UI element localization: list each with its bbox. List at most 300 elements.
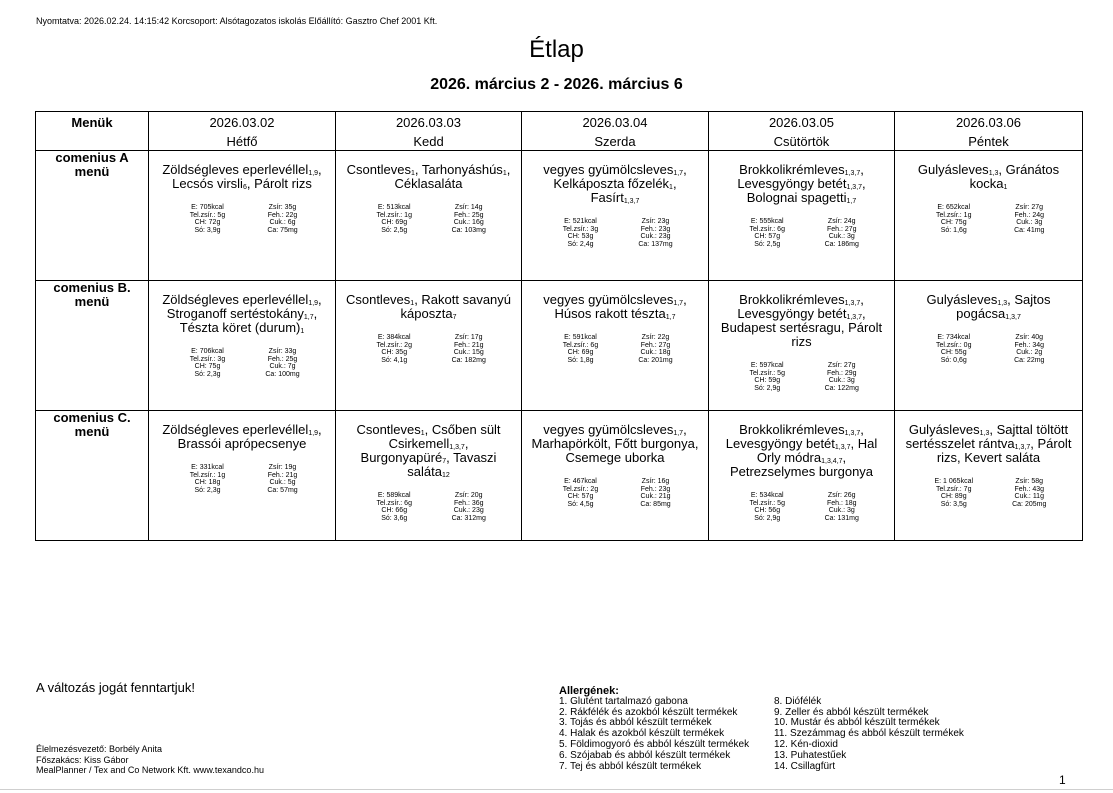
nutrient-label: Ca: <box>451 356 463 364</box>
menu-name <box>36 151 149 281</box>
menu-cell <box>149 281 336 411</box>
nutrient-label: CH: <box>194 363 207 371</box>
nutrient-value <box>173 479 242 487</box>
nutrient-value <box>919 342 989 350</box>
nutrient-amount: 0,6g <box>953 356 967 364</box>
day-header <box>336 112 522 151</box>
nutrient-amount: 2g <box>1034 349 1043 357</box>
dish-text: , Sajttal töltött sertésszelet rántva <box>905 422 1069 451</box>
nutrient-value <box>919 493 989 501</box>
nutrient-label: Feh.: <box>453 499 470 507</box>
nutrient-value <box>173 464 242 472</box>
nutrient-label: Ca: <box>451 226 463 234</box>
allergen-codes: 1,3,7 <box>846 314 863 321</box>
corner-header <box>36 112 149 151</box>
nutrient-value <box>546 226 615 234</box>
nutrient-amount: 597kcal <box>759 362 784 369</box>
nutrient-value <box>360 357 429 365</box>
nutrient-label: Ca: <box>265 370 277 378</box>
nutrient-value <box>248 464 317 472</box>
nutrient-amount: 25g <box>285 355 298 363</box>
nutrient-value <box>360 515 429 523</box>
allergen-codes: 1,3,7 <box>834 444 851 451</box>
nutrient-value <box>919 349 989 357</box>
nutrient-amount: 16g <box>472 219 484 227</box>
nutrient-amount: 2g <box>404 341 412 349</box>
allergen-item: 2. Rákfélék és azokból készült termékek <box>559 706 738 718</box>
nutrient-label: Tel.zsír.: <box>936 485 962 493</box>
nutrient-amount: 5g <box>777 499 785 507</box>
nutrient-label: Feh.: <box>640 341 657 349</box>
nutrient-value <box>995 357 1065 365</box>
nutrient-value <box>546 349 615 357</box>
allergen-codes: 1 <box>669 184 673 191</box>
nutrient-value <box>435 515 504 523</box>
nutrient-label: Cuk.: <box>1014 493 1031 501</box>
allergen-codes: 1 <box>410 170 415 177</box>
dish-text: , Stroganoff sertéstokány <box>166 292 322 321</box>
week-period: 2026. március 2 - 2026. március 6 <box>430 76 683 93</box>
allergen-codes: 1,3,7 <box>623 198 640 205</box>
menu-cell <box>522 281 709 411</box>
dish-list <box>895 411 1082 465</box>
nutrient-value <box>173 487 242 495</box>
dish-list <box>709 151 894 205</box>
nutrient-value <box>995 204 1065 212</box>
allergen-codes: 7 <box>442 458 447 465</box>
nutrient-amount: 6g <box>777 225 785 233</box>
menu-cell <box>522 151 709 281</box>
nutrient-amount: 0g <box>963 341 972 349</box>
nutrient-label: Só: <box>567 356 578 364</box>
dish-list <box>149 151 335 191</box>
nutrition-info <box>149 464 335 494</box>
dish-list <box>522 281 708 321</box>
nutrient-amount: 25g <box>471 211 484 219</box>
nutrient-amount: 22g <box>657 334 670 341</box>
allergen-codes: 1 <box>502 170 507 177</box>
nutrient-label: Zsír: <box>641 218 656 225</box>
nutrient-amount: 40g <box>1031 334 1044 341</box>
page-number: 1 <box>1059 773 1066 787</box>
allergen-item: 4. Halak és azokból készült termékek <box>559 728 725 740</box>
nutrient-amount: 1 065kcal <box>943 478 974 485</box>
nutrient-label: E: <box>191 348 198 355</box>
allergen-item: 5. Földimogyoró és abból készült termékek <box>559 738 750 750</box>
nutrient-label: E: <box>937 334 945 341</box>
dish-text: Csontleves <box>356 422 421 437</box>
allergen-codes: 12 <box>441 472 450 479</box>
dish-text: , Céklasaláta <box>394 162 511 191</box>
nutrient-amount: 27g <box>843 362 856 369</box>
nutrient-label: Cuk.: <box>828 377 846 385</box>
allergen-codes: 1,3,4,7 <box>821 458 843 465</box>
nutrient-label: Feh.: <box>267 211 284 219</box>
nutrient-amount: 29g <box>844 369 857 377</box>
nutrient-amount: 3,9g <box>206 226 221 234</box>
dish-list <box>522 151 708 205</box>
nutrient-value <box>360 349 429 357</box>
nutrient-amount: 19g <box>284 464 297 471</box>
nutrient-amount: 41mg <box>1026 226 1045 234</box>
dish-text: Brokkolikrémleves <box>739 422 845 437</box>
nutrient-label: Tel.zsír.: <box>189 211 216 219</box>
nutrient-label: CH: <box>194 479 207 487</box>
nutrient-amount: 23g <box>658 225 671 233</box>
allergen-codes: 1,7 <box>303 314 314 321</box>
allergen-codes: 1 <box>1003 184 1008 191</box>
nutrient-value <box>621 357 690 365</box>
nutrient-amount: 5g <box>217 211 226 219</box>
nutrient-value <box>546 501 615 509</box>
nutrient-label: Ca: <box>1014 356 1025 364</box>
nutrient-label: Ca: <box>824 240 836 248</box>
nutrient-label: Feh.: <box>640 485 657 493</box>
dish-text: , Sajtos pogácsa <box>956 292 1051 321</box>
nutrient-label: Feh.: <box>267 471 284 479</box>
day-header <box>709 112 895 151</box>
nutrient-label: Só: <box>194 370 205 378</box>
nutrition-info <box>336 334 521 364</box>
dish-text: , Kelkáposzta főzelék <box>553 162 687 191</box>
print-info: Nyomtatva: 2026.02.24. 14:15:42 Korcsoport: Alsótagozatos iskolás Előállító: Gasztro Chef 2001 Kft. <box>36 16 438 26</box>
nutrient-label: Ca: <box>638 356 650 364</box>
nutrient-label: Só: <box>754 514 765 522</box>
nutrient-label: E: <box>937 204 945 211</box>
nutrient-value <box>435 212 504 220</box>
nutrient-value <box>360 492 429 500</box>
nutrient-label: Só: <box>567 500 578 508</box>
nutrient-label: Zsír: <box>641 478 656 485</box>
nutrient-value <box>808 370 877 378</box>
dish-text: , Marhapörkölt, Főtt burgonya, Csemege uborka <box>531 422 699 465</box>
nutrient-label: Zsír: <box>827 218 842 225</box>
allergen-item: 6. Szójabab és abból készült termékek <box>559 749 731 761</box>
dietitian-name: Élelmezésvezető: Borbély Anita <box>36 744 163 754</box>
nutrient-label: Cuk.: <box>269 363 286 371</box>
chef-name: Főszakács: Kiss Gábor <box>36 754 129 765</box>
nutrient-label: Ca: <box>451 514 463 522</box>
nutrition-info <box>895 478 1082 508</box>
menu-name <box>36 281 149 411</box>
nutrient-value <box>919 478 989 486</box>
nutrient-value <box>621 486 690 494</box>
nutrient-amount: 1,8g <box>579 356 594 364</box>
nutrient-amount: 205mg <box>1024 500 1047 508</box>
nutrient-label: Zsír: <box>454 334 469 341</box>
nutrient-amount: 75g <box>954 219 967 227</box>
nutrient-label: Só: <box>567 240 578 248</box>
dish-list <box>336 411 521 479</box>
nutrient-amount: 734kcal <box>945 334 971 341</box>
nutrient-label: Feh.: <box>640 225 657 233</box>
nutrient-amount: 6g <box>590 341 599 349</box>
nutrient-amount: 555kcal <box>759 218 784 225</box>
nutrient-value <box>808 226 877 234</box>
nutrient-value <box>173 371 242 379</box>
nutrient-amount: 5g <box>777 369 785 377</box>
nutrient-value <box>808 385 877 393</box>
allergen-codes: 1,3,7 <box>1005 314 1021 321</box>
nutrient-label: Tel.zsír.: <box>376 499 403 507</box>
nutrient-label: Cuk.: <box>1016 349 1033 357</box>
nutrient-label: Cuk.: <box>828 507 846 515</box>
nutrient-label: Cuk.: <box>453 349 471 357</box>
dish-text: Zöldségleves eperlevéllel <box>162 292 309 307</box>
nutrient-amount: 534kcal <box>759 492 784 499</box>
dish-text: , Gránátos kocka <box>969 162 1060 191</box>
nutrient-value <box>621 334 690 342</box>
allergen-column-1 <box>559 697 774 773</box>
nutrient-label: Ca: <box>1012 500 1024 508</box>
nutrient-label: CH: <box>194 219 207 227</box>
nutrient-value <box>808 500 877 508</box>
nutrient-amount: 1g <box>404 211 412 219</box>
nutrient-label: Só: <box>940 226 952 234</box>
allergen-item: 14. Csillagfürt <box>774 760 836 772</box>
allergen-item: 11. Szezámmag és abból készült termékek <box>774 728 964 740</box>
allergen-item: 13. Puhatestűek <box>774 749 847 761</box>
nutrient-value <box>995 212 1065 220</box>
dish-text: , Levesgyöngy betét <box>737 292 864 321</box>
nutrient-amount: 100mg <box>278 370 300 378</box>
nutrient-value <box>435 219 504 227</box>
allergen-codes: 1,3,7 <box>844 430 861 437</box>
nutrient-amount: 89g <box>954 493 967 501</box>
nutrient-label: Cuk.: <box>453 219 471 227</box>
allergen-codes: 1,3,7 <box>844 300 861 307</box>
nutrient-value <box>621 218 690 226</box>
nutrient-value <box>995 227 1065 235</box>
nutrient-label: E: <box>564 218 571 225</box>
nutrient-amount: 85mg <box>653 500 671 508</box>
nutrient-label: E: <box>377 492 385 499</box>
nutrient-amount: 23g <box>658 485 671 493</box>
dish-text: , Párolt rizs, Kevert saláta <box>936 436 1072 465</box>
nutrient-value <box>173 356 242 364</box>
nutrient-amount: 2,3g <box>206 370 221 378</box>
nutrient-amount: 24g <box>843 218 856 225</box>
nutrient-amount: 14g <box>470 204 483 211</box>
nutrient-value <box>995 219 1065 227</box>
nutrient-label: Feh.: <box>826 225 843 233</box>
nutrient-amount: 75mg <box>280 226 298 234</box>
nutrient-amount: 72g <box>208 219 221 227</box>
dish-text: Csontleves <box>345 292 411 307</box>
nutrient-amount: 4,1g <box>393 356 408 364</box>
nutrient-value <box>808 233 877 241</box>
nutrient-amount: 20g <box>470 492 483 499</box>
nutrient-value <box>248 356 317 364</box>
nutrient-value <box>546 357 615 365</box>
nutrient-amount: 15g <box>472 349 484 357</box>
nutrient-label: Cuk.: <box>640 493 657 501</box>
nutrient-amount: 66g <box>395 507 408 515</box>
nutrient-amount: 27g <box>658 341 671 349</box>
nutrient-value <box>919 334 989 342</box>
nutrient-label: Tel.zsír.: <box>189 355 216 363</box>
nutrient-label: Zsír: <box>268 464 283 471</box>
nutrient-amount: 331kcal <box>199 464 224 471</box>
nutrient-label: Ca: <box>1014 226 1025 234</box>
allergen-codes: 1,3 <box>997 300 1008 307</box>
nutrient-value <box>621 349 690 357</box>
nutrient-label: Só: <box>194 226 205 234</box>
day-date: 2026.03.02 <box>209 115 275 130</box>
staff-info <box>36 744 264 776</box>
nutrient-amount: 22g <box>285 211 298 219</box>
nutrient-value <box>919 227 989 235</box>
nutrient-amount: 2,9g <box>766 514 781 522</box>
allergen-codes: 1,9 <box>308 170 319 177</box>
nutrient-value <box>546 493 615 501</box>
nutrient-amount: 3,5g <box>953 500 967 508</box>
nutrient-label: CH: <box>754 377 767 385</box>
nutrient-label: E: <box>934 478 942 485</box>
nutrient-value <box>248 371 317 379</box>
nutrient-label: Zsír: <box>827 492 842 499</box>
nutrient-amount: 2,5g <box>766 240 781 248</box>
nutrient-value <box>621 493 690 501</box>
menu-cell <box>709 151 895 281</box>
dish-text: , Csőben sült Csirkemell <box>388 422 501 451</box>
nutrient-label: E: <box>750 492 758 499</box>
dish-list <box>149 411 335 451</box>
nutrient-amount: 23g <box>472 507 484 515</box>
nutrient-label: CH: <box>567 349 580 357</box>
dish-text: Zöldségleves eperlevéllel <box>162 162 309 177</box>
nutrient-value <box>621 226 690 234</box>
nutrient-amount: 652kcal <box>945 204 971 211</box>
day-name: Hétfő <box>226 134 258 149</box>
nutrient-value <box>435 507 504 515</box>
menu-row <box>36 411 1083 541</box>
nutrient-value <box>808 492 877 500</box>
nutrient-value <box>733 362 802 370</box>
nutrient-value <box>360 334 429 342</box>
nutrient-value <box>173 227 242 235</box>
menu-cell <box>709 411 895 541</box>
nutrient-value <box>733 233 802 241</box>
nutrient-amount: 3g <box>217 355 226 363</box>
day-name: Szerda <box>594 134 636 149</box>
nutrient-label: Zsír: <box>641 334 656 341</box>
nutrient-label: E: <box>191 464 198 471</box>
dish-text: Csontleves <box>346 162 411 177</box>
nutrient-value <box>248 472 317 480</box>
nutrient-amount: 56g <box>768 507 781 515</box>
nutrient-value <box>173 472 242 480</box>
nutrient-amount: 43g <box>1032 485 1045 493</box>
nutrient-amount: 59g <box>768 377 781 385</box>
nutrient-value <box>360 507 429 515</box>
allergen-item: 7. Tej és abból készült termékek <box>559 760 702 772</box>
nutrient-value <box>733 385 802 393</box>
nutrient-label: Tel.zsír.: <box>562 341 589 349</box>
nutrition-info <box>522 478 708 508</box>
day-name: Péntek <box>968 134 1009 149</box>
day-date: 2026.03.06 <box>955 115 1022 130</box>
nutrient-label: Ca: <box>267 486 279 494</box>
nutrient-value <box>995 342 1065 350</box>
dish-text: , Levesgyöngy betét <box>737 162 864 191</box>
nutrient-amount: 182mg <box>464 356 486 364</box>
nutrient-amount: 21g <box>471 341 484 349</box>
day-header <box>522 112 709 151</box>
nutrient-value <box>248 363 317 371</box>
nutrient-label: CH: <box>381 349 394 357</box>
menu-cell <box>149 411 336 541</box>
nutrient-amount: 2,3g <box>206 486 221 494</box>
nutrient-amount: 103mg <box>464 226 486 234</box>
nutrient-value <box>919 357 989 365</box>
nutrient-value <box>546 241 615 249</box>
nutrient-label: CH: <box>381 507 394 515</box>
nutrition-info <box>149 204 335 234</box>
allergen-codes: 1 <box>420 430 425 437</box>
dish-list <box>709 281 894 349</box>
allergen-codes: 1,3,7 <box>846 184 863 191</box>
nutrient-amount: 201mg <box>651 356 673 364</box>
day-name: Kedd <box>413 134 444 149</box>
menu-name-line: menü <box>74 294 110 309</box>
nutrient-value <box>546 478 615 486</box>
nutrient-label: Zsír: <box>454 204 469 211</box>
dish-text: vegyes gyümölcsleves <box>543 422 674 437</box>
nutrient-value <box>808 362 877 370</box>
dish-text: , Rakott savanyú káposzta <box>400 292 512 321</box>
nutrient-amount: 75g <box>208 363 221 371</box>
nutrient-label: CH: <box>940 349 953 357</box>
menus-header-label: Menük <box>71 115 113 130</box>
dish-text: Gulyásleves <box>908 422 980 437</box>
nutrient-value <box>173 363 242 371</box>
nutrient-amount: 122mg <box>837 384 859 392</box>
dish-list <box>895 151 1082 191</box>
nutrient-amount: 705kcal <box>199 204 224 211</box>
allergen-legend <box>559 686 964 772</box>
nutrient-amount: 35g <box>395 349 408 357</box>
allergen-codes: 1,7 <box>665 314 676 321</box>
nutrient-label: Tel.zsír.: <box>376 341 403 349</box>
nutrient-value <box>733 507 802 515</box>
nutrient-amount: 2,9g <box>766 384 781 392</box>
nutrient-label: Só: <box>381 514 392 522</box>
nutrient-label: CH: <box>754 233 767 241</box>
software-credit: MealPlanner / Tex and Co Network Kft. www.texandco.hu <box>36 765 264 775</box>
nutrient-value <box>995 478 1065 486</box>
nutrient-value <box>435 349 504 357</box>
nutrient-label: Tel.zsír.: <box>936 211 962 219</box>
nutrient-label: Só: <box>754 240 765 248</box>
nutrient-amount: 2g <box>590 485 599 493</box>
menu-row <box>36 151 1083 281</box>
nutrient-value <box>808 241 877 249</box>
nutrient-value <box>995 349 1065 357</box>
nutrient-amount: 17g <box>470 334 483 341</box>
change-notice: A változás jogát fenntartjuk! <box>36 680 195 695</box>
nutrient-amount: 4,5g <box>579 500 594 508</box>
nutrient-value <box>808 218 877 226</box>
menu-name-line: comenius B. <box>53 280 131 295</box>
nutrient-amount: 11g <box>1032 493 1044 501</box>
nutrition-info <box>522 334 708 364</box>
menu-cell <box>709 281 895 411</box>
nutrient-value <box>546 486 615 494</box>
nutrient-value <box>733 226 802 234</box>
day-header <box>149 112 336 151</box>
nutrient-label: Ca: <box>638 240 650 248</box>
